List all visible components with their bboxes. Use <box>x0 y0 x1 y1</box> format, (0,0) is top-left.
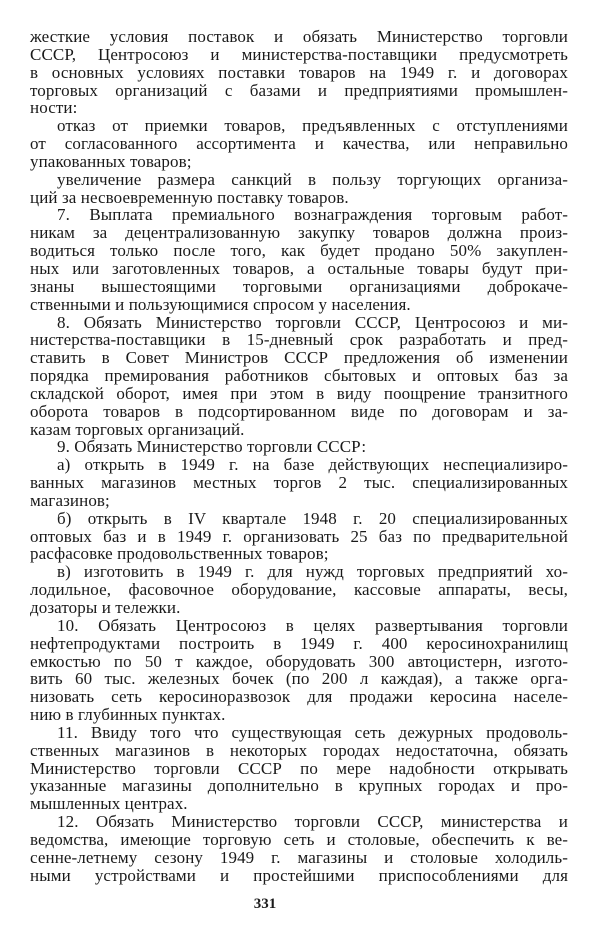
text-line: нию в глубинных пунктах. <box>30 705 226 725</box>
text-line: знаны вышестоящими торговыми организациями доброкаче- <box>30 276 568 296</box>
text-line: ведомства, имеющие торговую сеть и столовые, обеспечить к ве- <box>30 829 568 849</box>
text-line: в) изготовить в 1949 г. для нужд торговых предприятий хо- <box>57 562 568 582</box>
text-line: в основных условиях поставки товаров на 1949 г. и договорах <box>30 62 568 82</box>
text-line: Министерство торговли СССР по мере надобности открывать <box>30 758 568 778</box>
paragraph <box>30 117 568 171</box>
text-line: магазинов; <box>30 490 110 510</box>
text-line: 10. Обязать Центросоюз в целях развертывания торговли <box>57 615 568 635</box>
paragraph <box>30 813 568 884</box>
text-line: от согласованного ассортимента и качества, или неправильно <box>30 134 568 154</box>
text-line: 7. Выплата премиального вознаграждения торговым работ- <box>57 205 568 225</box>
text-line: 11. Ввиду того что существующая сеть дежурных продоволь- <box>57 722 568 742</box>
paragraph <box>30 314 568 439</box>
text-line: 12. Обязать Министерство торговли СССР, министерства и <box>57 812 568 832</box>
text-line: водиться только после того, как будет продано 50% закуплен- <box>30 241 568 261</box>
text-line: жесткие условия поставок и обязать Министерство торговли <box>30 27 568 46</box>
page-number: 331 <box>253 896 277 912</box>
text-line: сенне-летнему сезону 1949 г. магазины и столовые холодиль- <box>30 847 568 867</box>
text-line: лодильное, фасовочное оборудование, кассовые аппараты, весы, <box>30 580 568 600</box>
text-line: оборота товаров в подсортированном виде по договорам и за- <box>30 401 568 421</box>
text-line: емкостью по 50 т каждое, оборудовать 300 автоцистерн, изгото- <box>30 651 568 671</box>
text-line: нистерства-поставщики в 15-дневный срок разработать и пред- <box>30 330 568 350</box>
paragraph <box>30 206 568 313</box>
text-line: дозаторы и тележки. <box>30 598 181 617</box>
text-line: отказ от приемки товаров, предъявленных с отступлениями <box>57 116 568 136</box>
text-line: б) открыть в IV квартале 1948 г. 20 специализированных <box>57 508 568 528</box>
paragraph <box>30 438 568 456</box>
text-line: ности: <box>30 98 78 118</box>
paragraph <box>30 724 568 813</box>
text-line: ными устройствами и простейшими приспособлениями для <box>30 865 568 885</box>
text-line: ванных магазинов местных торгов 2 тыс. специализированных <box>30 473 568 493</box>
paragraph <box>30 456 568 510</box>
paragraph <box>30 563 568 617</box>
paragraph <box>30 510 568 564</box>
text-line: ных или заготовленных товаров, а остальные товары будут при- <box>30 258 568 278</box>
text-line: низовать сеть керосиноразвозок для продажи керосина населе- <box>30 687 568 707</box>
paragraph <box>30 28 568 117</box>
text-line: расфасовке продовольственных товаров; <box>30 544 329 564</box>
text-line: 9. Обязать Министерство торговли СССР: <box>57 437 367 457</box>
text-line: оптовых баз и в 1949 г. организовать 25 баз по предварительной <box>30 526 568 546</box>
text-line: ставить в Совет Министров СССР предложения об изменении <box>30 348 568 368</box>
text-line: ственными и пользующимися спросом у населения. <box>30 294 411 314</box>
text-line: торговых организаций с базами и предприятиями промышлен- <box>30 80 568 100</box>
text-line: вить 60 тыс. железных бочек (по 200 л каждая), а также орга- <box>30 669 568 689</box>
paragraph <box>30 171 568 207</box>
text-line: казам торговых организаций. <box>30 419 245 439</box>
text-line: нефтепродуктами построить в 1949 г. 400 керосинохранилищ <box>30 633 568 653</box>
paragraph <box>30 617 568 724</box>
page-body-text <box>30 28 568 885</box>
text-line: складской оборот, имея при этом в виду поощрение транзитного <box>30 383 568 403</box>
text-line: ственных магазинов в некоторых городах недостаточна, обязать <box>30 740 568 760</box>
text-line: увеличение размера санкций в пользу торгующих организа- <box>57 169 568 189</box>
text-line: указанные магазины дополнительно в крупных городах и про- <box>30 776 568 796</box>
text-line: ций за несвоевременную поставку товаров. <box>30 187 349 207</box>
text-line: мышленных центрах. <box>30 794 188 814</box>
text-line: а) открыть в 1949 г. на базе действующих неспециализиро- <box>57 455 568 475</box>
text-line: никам за децентрализованную закупку товаров должна произ- <box>30 223 568 243</box>
text-line: упакованных товаров; <box>30 151 192 171</box>
text-line: порядка премирования работников сбытовых и оптовых баз за <box>30 366 568 386</box>
text-line: 8. Обязать Министерство торговли СССР, Центросоюз и ми- <box>57 312 568 332</box>
text-line: СССР, Центросоюз и министерства-поставщики предусмотреть <box>30 44 568 64</box>
